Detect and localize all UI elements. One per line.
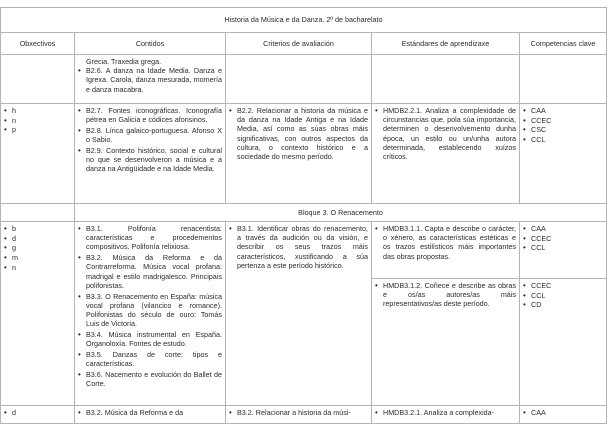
competences-cell [520, 104, 607, 204]
standards-cell [372, 55, 520, 104]
objective-item: • n [4, 116, 71, 125]
objectives-cell [1, 222, 75, 406]
competence-item: • CAA [523, 106, 603, 115]
content-item: • B3.3. O Renacemento en España: música vocal profana (vilancico e romance). Polifonistas do século de ouro: Tomás Luis de Victoria. [78, 292, 222, 329]
objective-item: • p [4, 125, 71, 134]
header-competences: Competencias clave [520, 33, 607, 55]
objective-item: • m [4, 253, 71, 262]
competence-item: • CCL [523, 291, 603, 300]
content-item: • B3.2. Música da Reforma e da Contrarreforma. Música vocal profana: madrigal e estilo madrigalesco. Principais polifonistas. [78, 253, 222, 290]
block-title: Bloque 3. O Renacemento [75, 204, 607, 222]
objective-item: • d [4, 234, 71, 243]
content-item: • B2.9. Contexto histórico, social e cultural no que se desenvolveron a música e a danza na Antigüidade e na Idade Media. [78, 146, 222, 174]
title-row [1, 8, 607, 33]
standards-cell [372, 279, 520, 406]
standard-item: • HMDB3.2.1. Analiza a complexida- [375, 408, 516, 417]
criteria-item: • B3.2. Relacionar a historia da músi- [229, 408, 368, 417]
content-item: • B3.5. Danzas de corte: tipos e características. [78, 350, 222, 368]
competences-cell [520, 222, 607, 279]
competences-cell [520, 55, 607, 104]
objectives-cell [1, 104, 75, 204]
competence-item: • CCEC [523, 281, 603, 290]
criteria-cell [226, 406, 372, 424]
table-row [1, 406, 607, 424]
competence-item: • CAA [523, 224, 603, 233]
header-standards: Estándares de aprendizaxe [372, 33, 520, 55]
contents-cell [75, 55, 226, 104]
objectives-cell [1, 55, 75, 104]
header-row [1, 33, 607, 55]
content-item: • B2.7. Fontes iconográficas. Iconografía pétrea en Galicia e códices afonsinos. [78, 106, 222, 124]
criteria-cell [226, 55, 372, 104]
criteria-item: • B2.2. Relacionar a historia da música e da danza na Idade Antiga e na Idade Media, así como as súas obras máis significativas, con outros aspectos da cultura, o contexto histórico e a sociedade do mesmo período. [229, 106, 368, 161]
content-item: • B3.1. Polifonía renacentista: características e procedementos compositivos. Polifonía relixiosa. [78, 224, 222, 252]
competence-item: • CSC [523, 125, 603, 134]
table-row [1, 222, 607, 279]
standard-item: • HMDB3.1.1. Capta e describe o carácter, o xénero, as características estéticas e os trazos estilísticos máis importantes das obras propostas. [375, 224, 516, 261]
contents-cell [75, 406, 226, 424]
table-title: Historia da Música e da Danza. 2º de bacharelato [1, 8, 607, 33]
competences-cell [520, 406, 607, 424]
table-row [1, 104, 607, 204]
contents-cell [75, 222, 226, 406]
criteria-cell [226, 222, 372, 406]
objective-item: • h [4, 106, 71, 115]
objective-item: • g [4, 243, 71, 252]
standard-item: • HMDB2.2.1. Analiza a complexidade de circunstancias que, pola súa importancia, determinen o desenvolvemento dunha época, un estilo ou un/unha autora determinada, establecendo xuízos críticos. [375, 106, 516, 161]
header-objectives: Obxectivos [1, 33, 75, 55]
content-item: • B2.6. A danza na Idade Media. Danza e Igrexa. Carola, danza mesurada, momería e danza macabra. [78, 66, 222, 94]
header-contents: Contidos [75, 33, 226, 55]
standards-cell [372, 406, 520, 424]
competences-cell [520, 279, 607, 406]
content-item: • B3.4. Música instrumental en España. Organoloxía. Fontes de estudo. [78, 330, 222, 348]
criteria-cell [226, 104, 372, 204]
standard-item: • HMDB3.1.2. Coñece e describe as obras e os/as autores/as máis representativos/as deste período. [375, 281, 516, 309]
contents-cell [75, 104, 226, 204]
content-continuation: Grecia. Traxedia grega. [86, 57, 162, 66]
competence-item: • CCEC [523, 234, 603, 243]
objective-item: • d [4, 408, 71, 417]
block-title-row [1, 204, 607, 222]
competence-item: • CAA [523, 408, 603, 417]
content-item: • B3.2. Música da Reforma e da [78, 408, 222, 417]
block-title-empty-cell [1, 204, 75, 222]
objective-item: • b [4, 224, 71, 233]
header-criteria: Criterios de avaliación [226, 33, 372, 55]
content-item: • B2.8. Lírica galaico-portuguesa. Afonso X o Sabio. [78, 126, 222, 144]
objectives-cell [1, 406, 75, 424]
table-row [1, 55, 607, 104]
curriculum-table [0, 7, 607, 424]
competence-item: • CD [523, 300, 603, 309]
standards-cell [372, 104, 520, 204]
criteria-item: • B3.1. Identificar obras do renacemento, a través da audición ou da visión, e describir os seus trazos máis característicos, xustificando a súa pertenza a este período histórico. [229, 224, 368, 270]
standards-cell [372, 222, 520, 279]
objective-item: • n [4, 263, 71, 272]
competence-item: • CCEC [523, 116, 603, 125]
competence-item: • CCL [523, 135, 603, 144]
content-item: • B3.6. Nacemento e evolución do Ballet de Corte. [78, 370, 222, 388]
competence-item: • CCL [523, 243, 603, 252]
